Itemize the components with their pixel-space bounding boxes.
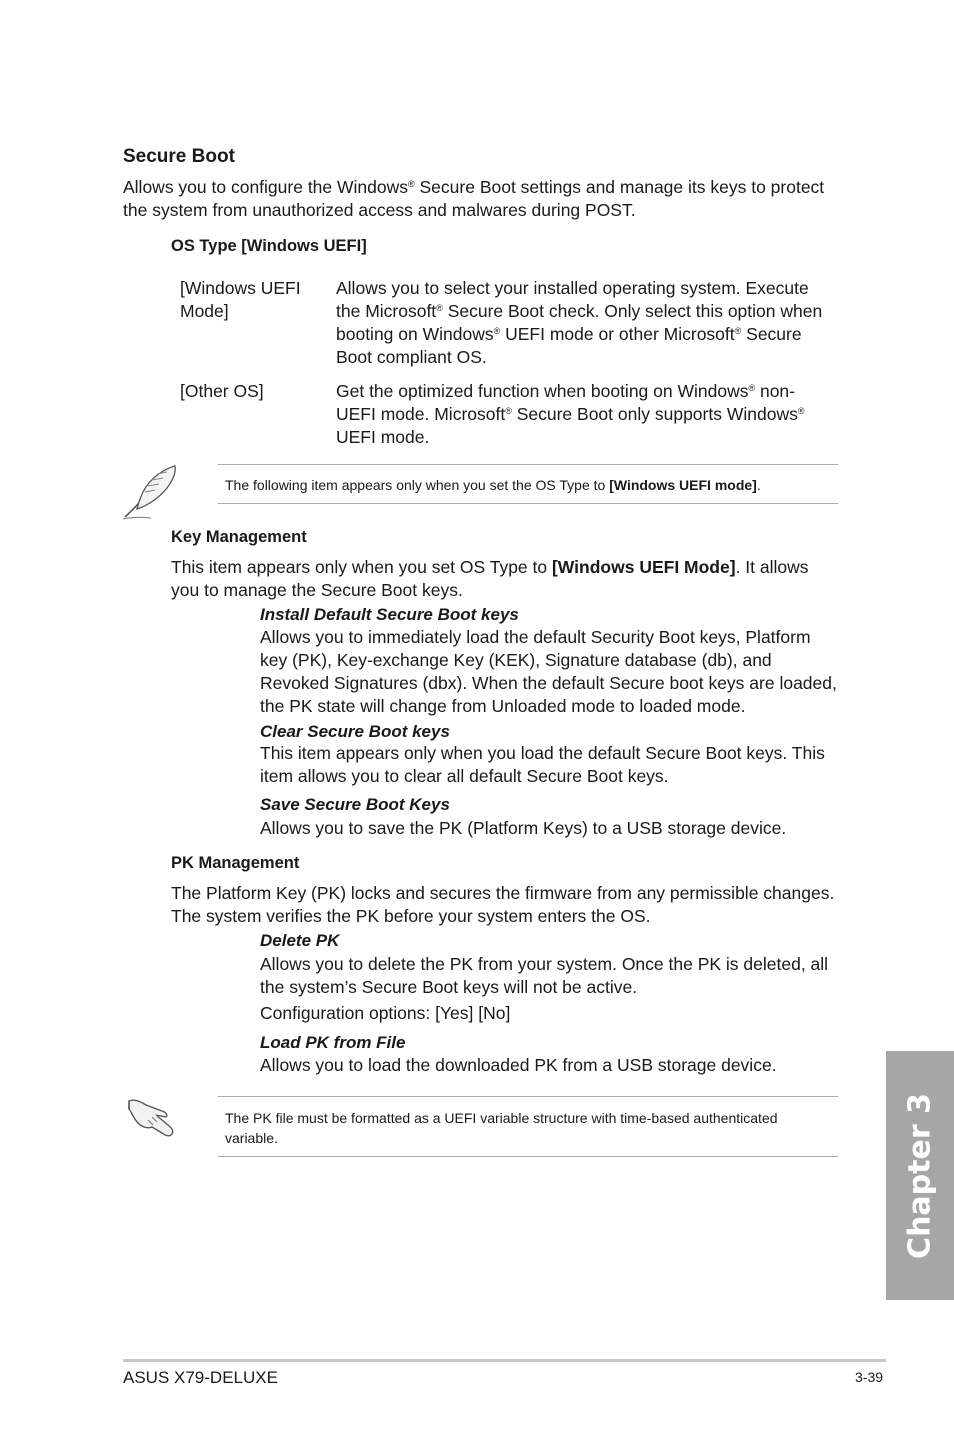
note1-bottom-rule xyxy=(218,503,838,504)
delete-pk-desc: Allows you to delete the PK from your system. Once the PK is deleted, all the system’s Secure Boot keys will not be active. xyxy=(260,954,829,997)
option-label-other-os: [Other OS] xyxy=(180,381,264,401)
note1-text: The following item appears only when you set the OS Type to [Windows UEFI mode]. xyxy=(225,477,761,493)
os-type-heading: OS Type [Windows UEFI] xyxy=(171,237,367,255)
section-title: Secure Boot xyxy=(123,146,235,167)
pointing-hand-icon xyxy=(126,1095,180,1139)
option-label-windows-uefi: [Windows UEFI Mode] xyxy=(180,278,301,321)
clear-keys-desc: This item appears only when you load the default Secure Boot keys. This item allows you to clear all default Secure Boot keys. xyxy=(260,743,825,786)
install-default-keys-title: Install Default Secure Boot keys xyxy=(260,605,519,624)
load-pk-desc: Allows you to load the downloaded PK from a USB storage device. xyxy=(260,1055,777,1075)
chapter-tab-label: Chapter 3 xyxy=(902,1092,938,1259)
install-default-keys-desc: Allows you to immediately load the default Security Boot keys, Platform key (PK), Key-exchange Key (KEK), Signature database (db), and Revoked Signatures (dbx). When the default Secure boot keys are loaded, the PK state will change from Unloaded mode to loaded mode. xyxy=(260,627,837,716)
pk-management-heading: PK Management xyxy=(171,854,300,872)
footer-page-number: 3-39 xyxy=(855,1369,884,1385)
load-pk-title: Load PK from File xyxy=(260,1033,406,1052)
quill-pen-icon xyxy=(121,462,181,520)
note1-top-rule xyxy=(218,464,838,465)
section-intro: Allows you to configure the Windows® Secure Boot settings and manage its keys to protect the system from unauthorized access and malwares during POST. xyxy=(123,177,825,220)
delete-pk-title: Delete PK xyxy=(260,931,340,950)
footer-product: ASUS X79-DELUXE xyxy=(123,1368,278,1387)
footer-rule xyxy=(123,1359,886,1362)
note2-text: The PK file must be formatted as a UEFI variable structure with time-based authenticated variable. xyxy=(225,1110,778,1146)
key-management-heading: Key Management xyxy=(171,528,307,546)
key-management-intro: This item appears only when you set OS Type to [Windows UEFI Mode]. It allows you to manage the Secure Boot keys. xyxy=(171,557,809,600)
clear-keys-title: Clear Secure Boot keys xyxy=(260,722,450,741)
note2-top-rule xyxy=(218,1096,838,1097)
option-desc-other-os: Get the optimized function when booting on Windows® non-UEFI mode. Microsoft® Secure Boot only supports Windows® UEFI mode. xyxy=(336,381,805,447)
pk-management-intro: The Platform Key (PK) locks and secures the firmware from any permissible changes. The system verifies the PK before your system enters the OS. xyxy=(171,883,835,926)
option-desc-windows-uefi: Allows you to select your installed operating system. Execute the Microsoft® Secure Boot check. Only select this option when booting on Windows® UEFI mode or other Microsoft® Secure Boot compliant OS. xyxy=(336,278,823,367)
save-keys-desc: Allows you to save the PK (Platform Keys) to a USB storage device. xyxy=(260,818,787,838)
chapter-tab xyxy=(886,1051,954,1300)
save-keys-title: Save Secure Boot Keys xyxy=(260,795,450,814)
note2-bottom-rule xyxy=(218,1156,838,1157)
delete-pk-config: Configuration options: [Yes] [No] xyxy=(260,1003,511,1023)
